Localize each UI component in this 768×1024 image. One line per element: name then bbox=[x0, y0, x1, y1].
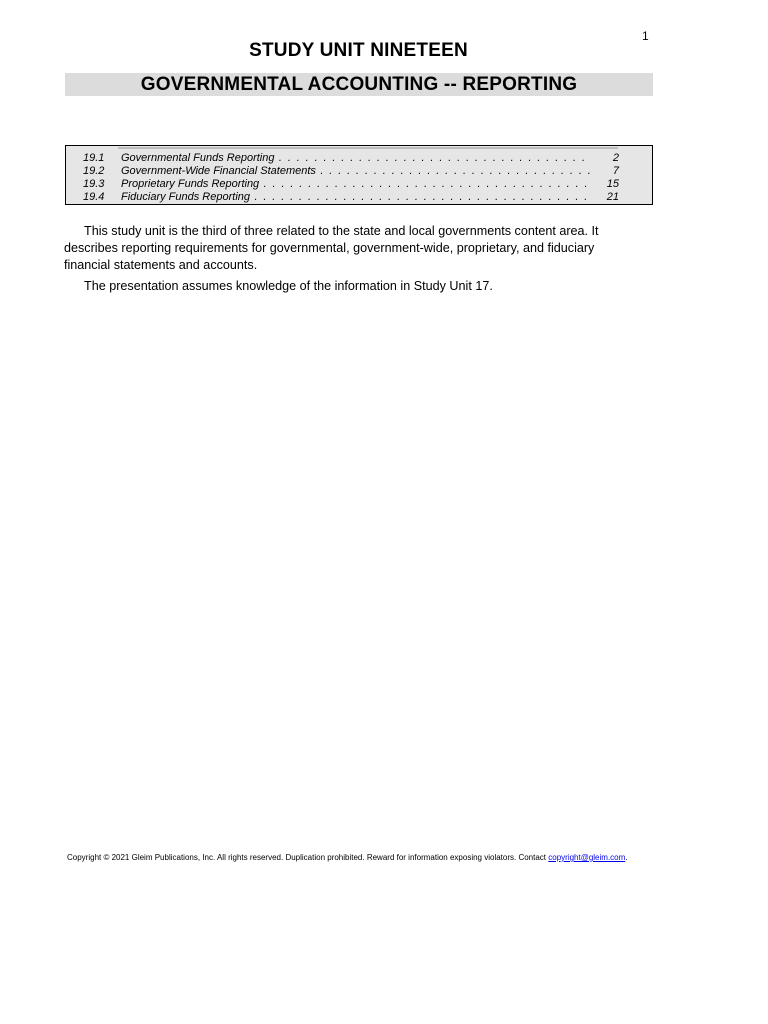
toc-row-19-4[interactable] bbox=[66, 191, 652, 204]
copyright-text: Copyright © 2021 Gleim Publications, Inc. All rights reserved. Duplication prohibited. Reward for information exposing violators. Contact bbox=[67, 853, 549, 862]
toc-page-number: 21 bbox=[606, 191, 619, 203]
footer-end-period: . bbox=[625, 853, 628, 862]
toc-section-label: Fiduciary Funds Reporting . . . bbox=[121, 191, 591, 204]
toc-row-19-3[interactable] bbox=[66, 178, 652, 191]
page-number: 1 bbox=[642, 29, 649, 43]
toc-section-label: Government-Wide Financial Statements . . . bbox=[121, 165, 591, 178]
unit-title: STUDY UNIT NINETEEN bbox=[249, 40, 468, 61]
intro-paragraph-1: This study unit is the third of three related to the state and local governments content area. It describes reporting requirements for governmental, government-wide, proprietary, and fiduciary financial statements and accounts. bbox=[64, 224, 599, 272]
toc-section-number: 19.2 bbox=[83, 165, 105, 177]
toc-page-number: 2 bbox=[612, 152, 619, 164]
toc-section-number: 19.4 bbox=[83, 191, 105, 203]
copyright-email-link[interactable]: copyright@gleim.com bbox=[548, 853, 626, 862]
toc-section-label: Governmental Funds Reporting . . . bbox=[121, 152, 591, 165]
intro-paragraph-2: The presentation assumes knowledge of the information in Study Unit 17. bbox=[84, 279, 493, 293]
copyright-footer bbox=[67, 853, 667, 862]
toc-section-label: Proprietary Funds Reporting . . . bbox=[121, 178, 591, 191]
table-of-contents bbox=[65, 145, 653, 205]
toc-row-19-2[interactable] bbox=[66, 165, 652, 178]
toc-section-number: 19.3 bbox=[83, 178, 105, 190]
toc-page-number: 7 bbox=[612, 165, 619, 177]
toc-page-number: 15 bbox=[606, 178, 619, 190]
intro-section bbox=[64, 223, 624, 299]
toc-row-19-1[interactable] bbox=[66, 152, 652, 165]
unit-subtitle: GOVERNMENTAL ACCOUNTING -- REPORTING bbox=[65, 73, 653, 96]
toc-section-number: 19.1 bbox=[83, 152, 105, 164]
